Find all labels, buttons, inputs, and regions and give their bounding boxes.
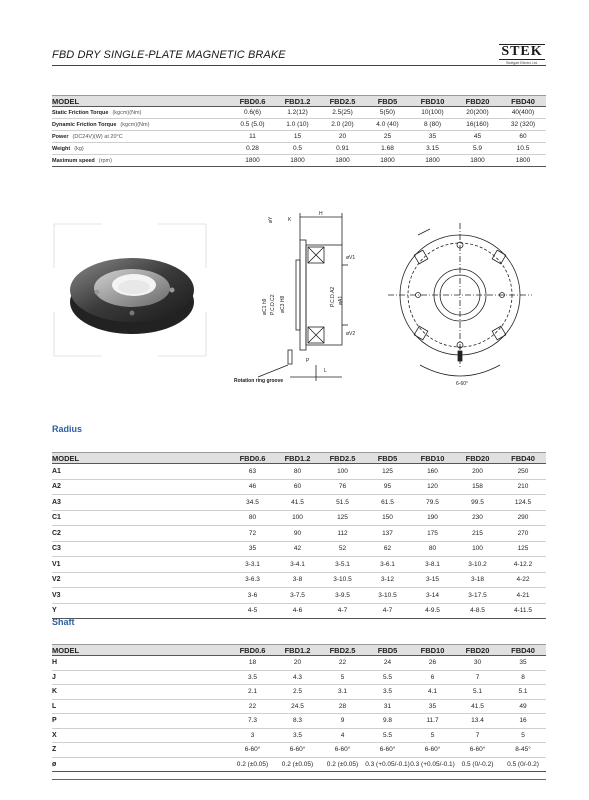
model-header: FBD0.6 — [230, 645, 275, 656]
row-label — [52, 728, 230, 743]
row-label — [52, 143, 230, 155]
table-cell: 20 — [275, 656, 320, 671]
table-cell: 35 — [410, 131, 455, 143]
table-cell: 63 — [230, 464, 275, 480]
table-cell: 41.5 — [455, 699, 500, 714]
table-cell: 8 — [500, 670, 546, 685]
table-cell: 60 — [275, 479, 320, 495]
model-header: FBD0.6 — [230, 96, 275, 107]
table-row — [52, 743, 546, 758]
table-cell: 99.5 — [455, 495, 500, 511]
table-cell: 3-10.5 — [365, 588, 410, 604]
table-cell: 28 — [320, 699, 365, 714]
table-cell: 5.1 — [500, 685, 546, 700]
table-cell: 61.5 — [365, 495, 410, 511]
dim-L: L — [324, 368, 327, 374]
table-cell: 6-60° — [230, 743, 275, 758]
model-header: FBD20 — [455, 96, 500, 107]
table-cell: 4.1 — [410, 685, 455, 700]
table-cell: 1800 — [365, 155, 410, 167]
row-label-text: J — [52, 673, 56, 681]
table-cell: 4 — [320, 728, 365, 743]
table-cell: 46 — [230, 479, 275, 495]
table-cell: 2.1 — [230, 685, 275, 700]
row-label-text: Maximum speed — [52, 157, 95, 164]
table-cell: 45 — [455, 131, 500, 143]
table-cell: 4-7 — [365, 603, 410, 619]
table-cell: 4-8.5 — [455, 603, 500, 619]
table-row — [52, 155, 546, 167]
table-cell: 3-8 — [275, 572, 320, 588]
dim-C2: P.C.D.C2 — [270, 294, 276, 315]
table-cell: 4-12.2 — [500, 557, 546, 573]
table-cell: 11 — [230, 131, 275, 143]
table-cell: 72 — [230, 526, 275, 542]
row-label — [52, 757, 230, 772]
table-cell: 41.5 — [275, 495, 320, 511]
table-cell: 3-18 — [455, 572, 500, 588]
row-label-text: A3 — [52, 498, 61, 506]
table-cell: 5.1 — [455, 685, 500, 700]
table-cell: 3.5 — [275, 728, 320, 743]
model-header: FBD20 — [455, 453, 500, 464]
table-cell: 6-60° — [275, 743, 320, 758]
table-cell: 30 — [455, 656, 500, 671]
radius-header-row — [52, 453, 546, 464]
table-cell: 3-6.3 — [230, 572, 275, 588]
table-cell: 3 — [230, 728, 275, 743]
table-cell: 0.5 (0/-0.2) — [455, 757, 500, 772]
table-cell: 7.3 — [230, 714, 275, 729]
page-title: FBD DRY SINGLE-PLATE MAGNETIC BRAKE — [52, 49, 286, 61]
row-label — [52, 107, 230, 119]
table-cell: 35 — [230, 541, 275, 557]
row-label-text: ø — [52, 760, 57, 768]
row-label-text: Weight — [52, 145, 71, 152]
row-label-text: K — [52, 688, 58, 696]
radius-section-title: Radius — [52, 424, 83, 434]
table-cell: 112 — [320, 526, 365, 542]
dim-A1: øA1 — [338, 295, 344, 305]
row-label-text: V1 — [52, 560, 61, 568]
table-cell: 52 — [320, 541, 365, 557]
table-row — [52, 131, 546, 143]
row-unit: (rpm) — [98, 157, 112, 164]
table-cell: 7 — [455, 670, 500, 685]
table-cell: 290 — [500, 510, 546, 526]
table-cell: 175 — [410, 526, 455, 542]
row-label — [52, 656, 230, 671]
side-view-drawing — [228, 205, 358, 390]
model-header: FBD5 — [365, 96, 410, 107]
table-cell: 6-60° — [410, 743, 455, 758]
row-label — [52, 510, 230, 526]
table-cell: 22 — [230, 699, 275, 714]
table-cell: 0.28 — [230, 143, 275, 155]
dim-C3: øC3 H8 — [280, 295, 286, 313]
dim-H: H — [319, 211, 323, 217]
table-cell: 26 — [410, 656, 455, 671]
table-cell: 35 — [500, 656, 546, 671]
dim-V2: øV2 — [346, 331, 356, 337]
table-cell: 4-5 — [230, 603, 275, 619]
table-cell: 160 — [410, 464, 455, 480]
table-cell: 0.3 (+0.05/-0.1) — [410, 757, 455, 772]
model-header: FBD2.5 — [320, 96, 365, 107]
table-cell: 3.5 — [365, 685, 410, 700]
table-cell: 4-7 — [320, 603, 365, 619]
table-cell: 5.9 — [455, 143, 500, 155]
dim-V1: øV1 — [346, 255, 356, 261]
table-cell: 49 — [500, 699, 546, 714]
table-cell: 4-11.5 — [500, 603, 546, 619]
table-cell: 3-15 — [410, 572, 455, 588]
row-label — [52, 557, 230, 573]
row-label — [52, 131, 230, 143]
table-cell: 0.91 — [320, 143, 365, 155]
row-label-text: P — [52, 717, 57, 725]
table-cell: 200 — [455, 464, 500, 480]
table-cell: 1.0 (10) — [275, 119, 320, 131]
table-cell: 190 — [410, 510, 455, 526]
table-cell: 125 — [320, 510, 365, 526]
table-cell: 6-60° — [365, 743, 410, 758]
table-cell: 1.2(12) — [275, 107, 320, 119]
table-row — [52, 603, 546, 619]
table-cell: 0.5 (5.0) — [230, 119, 275, 131]
table-row — [52, 714, 546, 729]
table-cell: 32 (320) — [500, 119, 546, 131]
row-label-text: H — [52, 659, 58, 667]
table-cell: 124.5 — [500, 495, 546, 511]
model-header: FBD40 — [500, 453, 546, 464]
row-label — [52, 714, 230, 729]
row-unit: (DC24V)(W) at 20°C — [72, 133, 123, 140]
table-cell: 0.5 (0/-0.2) — [500, 757, 546, 772]
table-cell: 0.5 — [275, 143, 320, 155]
table-cell: 2.5(25) — [320, 107, 365, 119]
spec-header-row — [52, 96, 546, 107]
row-label-text: A1 — [52, 467, 61, 475]
row-unit: (kgcm)(Nm) — [120, 121, 150, 128]
table-cell: 4.3 — [275, 670, 320, 685]
table-cell: 13.4 — [455, 714, 500, 729]
row-label-text: Static Friction Torque — [52, 109, 109, 116]
model-header: FBD10 — [410, 453, 455, 464]
model-header: FBD2.5 — [320, 645, 365, 656]
table-cell: 3-12 — [365, 572, 410, 588]
table-cell: 80 — [275, 464, 320, 480]
table-cell: 4-22 — [500, 572, 546, 588]
table-cell: 1800 — [455, 155, 500, 167]
row-label — [52, 603, 230, 619]
row-label-text: L — [52, 702, 57, 710]
shaft-header-row — [52, 645, 546, 656]
table-cell: 90 — [275, 526, 320, 542]
shaft-model-header: MODEL — [52, 645, 230, 656]
table-cell: 3-6.1 — [365, 557, 410, 573]
table-cell: 1800 — [500, 155, 546, 167]
table-cell: 3-4.1 — [275, 557, 320, 573]
table-cell: 158 — [455, 479, 500, 495]
table-cell: 5 — [410, 728, 455, 743]
table-cell: 0.2 (±0.05) — [230, 757, 275, 772]
table-cell: 8-45° — [500, 743, 546, 758]
row-label-text: C2 — [52, 529, 61, 537]
table-cell: 8 (80) — [410, 119, 455, 131]
row-label-text: Power — [52, 133, 69, 140]
table-cell: 3-7.5 — [275, 588, 320, 604]
model-header: FBD1.2 — [275, 96, 320, 107]
table-cell: 3-10.5 — [320, 572, 365, 588]
table-cell: 31 — [365, 699, 410, 714]
table-cell: 10(100) — [410, 107, 455, 119]
model-header: FBD40 — [500, 96, 546, 107]
table-cell: 150 — [365, 510, 410, 526]
row-label — [52, 479, 230, 495]
row-label — [52, 670, 230, 685]
table-cell: 20(200) — [455, 107, 500, 119]
table-row — [52, 495, 546, 511]
table-cell: 9 — [320, 714, 365, 729]
model-header: FBD1.2 — [275, 453, 320, 464]
table-row — [52, 757, 546, 772]
row-label — [52, 685, 230, 700]
table-cell: 42 — [275, 541, 320, 557]
row-unit: (kg) — [74, 145, 84, 152]
row-unit: (kgcm)(Nm) — [112, 109, 142, 116]
shaft-table — [52, 644, 546, 772]
table-cell: 7 — [455, 728, 500, 743]
row-label-text: Y — [52, 607, 57, 615]
row-label — [52, 119, 230, 131]
model-header: FBD2.5 — [320, 453, 365, 464]
table-cell: 4-21 — [500, 588, 546, 604]
dim-angle: 6-60° — [456, 381, 469, 387]
table-cell: 34.5 — [230, 495, 275, 511]
row-label — [52, 699, 230, 714]
row-label — [52, 155, 230, 167]
table-cell: 1800 — [275, 155, 320, 167]
table-row — [52, 541, 546, 557]
table-cell: 210 — [500, 479, 546, 495]
model-header: FBD10 — [410, 645, 455, 656]
table-cell: 20 — [320, 131, 365, 143]
dim-K: K — [288, 217, 292, 223]
radius-table — [52, 452, 546, 619]
row-label-text: Z — [52, 746, 57, 754]
table-cell: 3.5 — [230, 670, 275, 685]
table-cell: 3-10.2 — [455, 557, 500, 573]
radius-model-header: MODEL — [52, 453, 230, 464]
table-cell: 2.5 — [275, 685, 320, 700]
table-cell: 3-3.1 — [230, 557, 275, 573]
table-cell: 11.7 — [410, 714, 455, 729]
footer-rule — [52, 779, 546, 780]
table-cell: 3.15 — [410, 143, 455, 155]
logo-subtext: Stuttgart Electro Ltd. — [506, 61, 538, 65]
table-cell: 1800 — [230, 155, 275, 167]
table-cell: 10.5 — [500, 143, 546, 155]
table-cell: 3-5.1 — [320, 557, 365, 573]
header-rule — [52, 65, 546, 66]
row-label-text: V3 — [52, 591, 61, 599]
table-cell: 100 — [275, 510, 320, 526]
row-label-text: A2 — [52, 483, 61, 491]
table-cell: 0.6(6) — [230, 107, 275, 119]
row-label-text: X — [52, 731, 57, 739]
table-cell: 35 — [410, 699, 455, 714]
row-label — [52, 464, 230, 480]
table-row — [52, 557, 546, 573]
table-cell: 1800 — [410, 155, 455, 167]
front-view-drawing — [378, 215, 548, 390]
table-row — [52, 685, 546, 700]
row-label-text: C1 — [52, 514, 61, 522]
table-row — [52, 572, 546, 588]
table-cell: 80 — [230, 510, 275, 526]
table-cell: 62 — [365, 541, 410, 557]
table-cell: 3-14 — [410, 588, 455, 604]
table-row — [52, 670, 546, 685]
table-cell: 100 — [320, 464, 365, 480]
table-row — [52, 107, 546, 119]
table-cell: 16(160) — [455, 119, 500, 131]
model-header: FBD10 — [410, 96, 455, 107]
dim-A2: P.C.D.A2 — [330, 286, 336, 307]
table-cell: 3-6 — [230, 588, 275, 604]
table-cell: 1.68 — [365, 143, 410, 155]
table-cell: 120 — [410, 479, 455, 495]
table-cell: 5.5 — [365, 728, 410, 743]
model-header: FBD5 — [365, 645, 410, 656]
row-label — [52, 572, 230, 588]
table-cell: 0.3 (+0.05/-0.1) — [365, 757, 410, 772]
table-cell: 60 — [500, 131, 546, 143]
row-label-text: Dynamic Friction Torque — [52, 121, 117, 128]
table-cell: 137 — [365, 526, 410, 542]
table-row — [52, 588, 546, 604]
table-cell: 6-60° — [455, 743, 500, 758]
row-label — [52, 526, 230, 542]
table-cell: 0.2 (±0.05) — [320, 757, 365, 772]
table-cell: 5 — [320, 670, 365, 685]
table-cell: 215 — [455, 526, 500, 542]
table-cell: 8.3 — [275, 714, 320, 729]
table-cell: 3.1 — [320, 685, 365, 700]
row-label-text: V2 — [52, 576, 61, 584]
table-row — [52, 510, 546, 526]
dim-Y: øY — [268, 216, 274, 223]
table-cell: 6 — [410, 670, 455, 685]
row-label — [52, 588, 230, 604]
row-label-text: C3 — [52, 545, 61, 553]
table-row — [52, 119, 546, 131]
table-cell: 230 — [455, 510, 500, 526]
table-row — [52, 728, 546, 743]
table-row — [52, 699, 546, 714]
table-cell: 125 — [500, 541, 546, 557]
table-cell: 125 — [365, 464, 410, 480]
table-cell: 5.5 — [365, 670, 410, 685]
row-label — [52, 495, 230, 511]
table-row — [52, 479, 546, 495]
table-cell: 51.5 — [320, 495, 365, 511]
table-row — [52, 656, 546, 671]
table-cell: 270 — [500, 526, 546, 542]
table-row — [52, 464, 546, 480]
table-row — [52, 143, 546, 155]
dim-C1: øC1 h9 — [262, 298, 268, 315]
table-cell: 5(50) — [365, 107, 410, 119]
table-cell: 24.5 — [275, 699, 320, 714]
dim-P: P — [306, 358, 310, 364]
table-cell: 24 — [365, 656, 410, 671]
row-label — [52, 743, 230, 758]
table-cell: 3-8.1 — [410, 557, 455, 573]
spec-model-header: MODEL — [52, 96, 230, 107]
drawing-caption: Rotation ring groove — [234, 378, 284, 384]
table-cell: 95 — [365, 479, 410, 495]
table-cell: 6-60° — [320, 743, 365, 758]
table-cell: 9.8 — [365, 714, 410, 729]
model-header: FBD20 — [455, 645, 500, 656]
table-cell: 79.5 — [410, 495, 455, 511]
table-cell: 25 — [365, 131, 410, 143]
logo-text: STEK — [499, 44, 545, 60]
table-cell: 4.0 (40) — [365, 119, 410, 131]
table-cell: 80 — [410, 541, 455, 557]
model-header: FBD1.2 — [275, 645, 320, 656]
table-cell: 3-17.5 — [455, 588, 500, 604]
row-label — [52, 541, 230, 557]
table-cell: 4-6 — [275, 603, 320, 619]
table-cell: 16 — [500, 714, 546, 729]
table-cell: 4-9.5 — [410, 603, 455, 619]
shaft-section-title: Shaft — [52, 617, 75, 627]
table-cell: 40(400) — [500, 107, 546, 119]
spec-table — [52, 95, 546, 167]
table-row — [52, 526, 546, 542]
table-cell: 3-9.5 — [320, 588, 365, 604]
table-cell: 0.2 (±0.05) — [275, 757, 320, 772]
table-cell: 5 — [500, 728, 546, 743]
table-cell: 76 — [320, 479, 365, 495]
table-cell: 2.0 (20) — [320, 119, 365, 131]
model-header: FBD0.6 — [230, 453, 275, 464]
table-cell: 18 — [230, 656, 275, 671]
brake-photo — [52, 218, 208, 362]
table-cell: 1800 — [320, 155, 365, 167]
table-cell: 22 — [320, 656, 365, 671]
table-cell: 100 — [455, 541, 500, 557]
model-header: FBD5 — [365, 453, 410, 464]
table-cell: 15 — [275, 131, 320, 143]
table-cell: 250 — [500, 464, 546, 480]
model-header: FBD40 — [500, 645, 546, 656]
